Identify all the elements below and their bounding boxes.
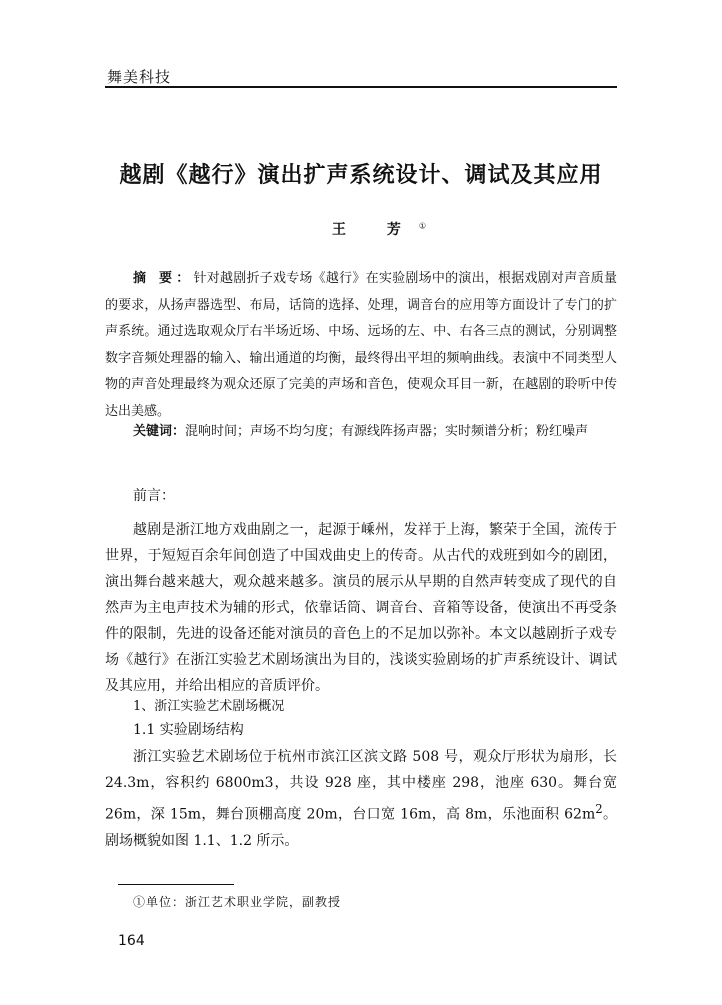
footnote-rule	[118, 884, 234, 885]
venue-text-end: 。剧场概貌如图 1.1、1.2 所示。	[105, 806, 618, 849]
article-title: 越剧《越行》演出扩声系统设计、调试及其应用	[119, 163, 603, 188]
abstract-text: 针对越剧折子戏专场《越行》在实验剧场中的演出，根据戏剧对声音质量的要求，从扬声器选型、布局，话筒的选择、处理，调音台的应用等方面设计了专门的扩声系统。通过选取观众厅右半场近场、中场、远场的左、中、右各三点的测试，分别调整数字音频处理器的输入、输出通道的均衡，最终得出平坦的频响曲线。表演中不同类型人物的声音处理最终为观众还原了完美的声场和音色，使观众耳目一新，在越剧的聆听中传达出美感。	[105, 271, 617, 419]
subsection-heading: 1.1 实验剧场结构	[133, 722, 244, 738]
preface-heading: 前言：	[133, 488, 175, 504]
intro-paragraph: 越剧是浙江地方戏曲剧之一，起源于嵊州，发祥于上海，繁荣于全国，流传于世界，于短短百余年间创造了中国戏曲史上的传奇。从古代的戏班到如今的剧团，演出舞台越来越大，观众越来越多。演员的展示从早期的自然声转变成了现代的自然声为主电声技术为辅的形式，依靠话筒、调音台、音箱等设备，使演出不再受条件的限制，先进的设备还能对演员的音色上的不足加以弥补。本文以越剧折子戏专场《越行》在浙江实验艺术剧场演出为目的，浅谈实验剧场的扩声系统设计、调试及其应用，并给出相应的音质评价。	[105, 522, 617, 694]
abstract	[105, 266, 617, 425]
keywords-label: 关键词：	[133, 424, 186, 439]
author-name: 王 芳	[332, 222, 419, 238]
venue-paragraph	[105, 744, 617, 854]
abstract-label: 摘 要：	[133, 271, 194, 286]
author-line	[332, 219, 426, 239]
journal-header: 舞美科技	[107, 68, 172, 86]
venue-text: 浙江实验艺术剧场位于杭州市滨江区滨文路 508 号，观众厅形状为扇形，长 24.3m，容积约 6800m3，共设 928 座，其中楼座 298，池座 630。舞台宽 26m，深 15m，舞台顶棚高度 20m，台口宽 16m，高 8m，乐池面积 62m	[105, 749, 617, 823]
intro-section	[105, 517, 617, 699]
keywords	[133, 420, 617, 439]
page-number: 164	[118, 933, 145, 949]
section-heading: 1、浙江实验艺术剧场概况	[133, 699, 285, 714]
header-rule	[105, 86, 617, 88]
author-footnote-mark: ①	[418, 221, 427, 231]
footnote: ①单位：浙江艺术职业学院，副教授	[133, 895, 342, 909]
keywords-text: 混响时间；声场不均匀度；有源线阵扬声器；实时频谱分析；粉红噪声	[185, 424, 589, 439]
venue-superscript: 2	[595, 802, 603, 816]
